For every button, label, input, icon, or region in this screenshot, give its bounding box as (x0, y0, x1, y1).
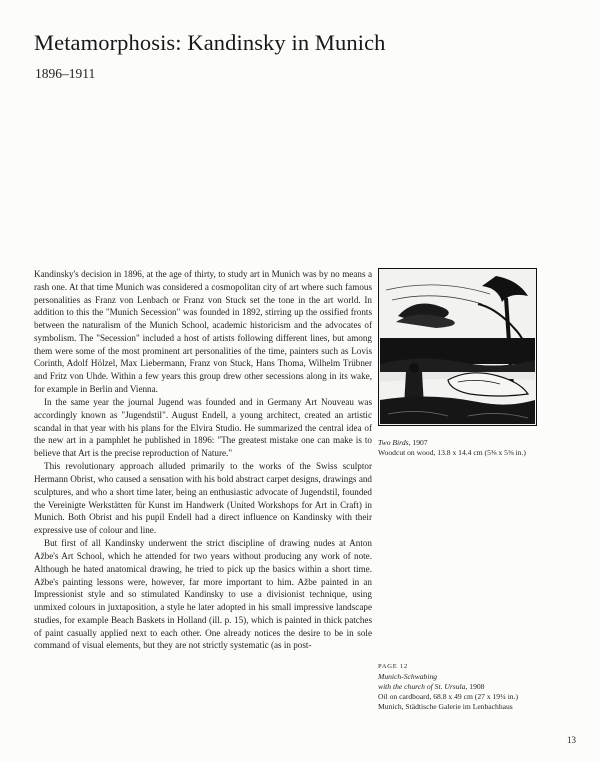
paragraph-4: But first of all Kandinsky underwent the strict discipline of drawing nudes at Anton Ažbe's Art School, which he attended for two years without producing any work of note. Although he hated anatomical drawing, he tried to pick up the basics within a short time. Ažbe's painting lessons were, however, far more important to him. Ažbe painted in an Impressionist style and so stimulated Kandinsky to use a divisionist technique, using unmixed colours in juxtaposition, a style he later adopted in his small impressive landscape studies, for example Beach Baskets in Holland (ill. p. 15), which is painted in thick patches of paint casually applied next to each other. One already notices the desire to be in sole command of visual elements, but they are not strictly systematic (as in post- (34, 538, 372, 651)
figure-caption-munich-schwabing (378, 662, 578, 712)
artwork-location: Munich, Städtische Galerie im Lenbachhaus (378, 702, 513, 711)
artwork-year-2: , 1908 (465, 682, 485, 691)
artwork-medium: Oil on cardboard, 68.8 x 49 cm (27 x 19¼ in.) (378, 692, 519, 701)
artwork-title: Two Birds (378, 438, 409, 447)
paragraph-2: In the same year the journal Jugend was founded and in Germany Art Nouveau was accordingly known as "Jugendstil". August Endell, a young architect, created an artistic scandal in that year with his plans for the Elvira Studio. He summarized the central idea of the new art in a pamphlet he published in 1896: "The greatest mistake one can make is to believe that Art is the precise reproduction of Nature." (34, 397, 372, 458)
artwork-title-2: with the church of St. Ursula (378, 682, 466, 691)
figure-caption-two-birds (378, 438, 578, 458)
page-number: 13 (567, 735, 576, 745)
caption-title-line-2 (378, 682, 578, 692)
paragraph-1: Kandinsky's decision in 1896, at the age of thirty, to study art in Munich was by no means a rash one. At that time Munich was considered a cosmopolitan city of art where such famous personalities as Franz von Lenbach or Franz von Stuck set the tone in the art world. In addition to this the "Munich Secession" was founded in 1892, stirring up the ossified fronts between the naturalism of the Munich School, academic historicism and the advocates of symbolism. The "Secession" included a host of artists following different lines, but among them were some of the most prominent art personalities of the time, painters such as Lovis Corinth, Adolf Hölzel, Max Liebermann, Franz von Stuck, Hans Thoma, Wilhelm Trübner and Fritz von Uhde. Within a few years this group drew other secessions along in its wake, for example in Berlin and Vienna. (34, 269, 372, 394)
paragraph-3: This revolutionary approach alluded primarily to the works of the Swiss sculptor Hermann Obrist, who caused a sensation with his bold abstract carpet designs, drawings and sculptures, and who a short time later, being an enthusiastic advocate of Jugendstil, founded the Vereinigte Werkstätten für Kunst im Handwerk (United Workshops for Art in Craft) in Munich. Both Obrist and his pupil Endell had a direct influence on Kandinsky with their expressive use of colour and line. (34, 461, 372, 535)
caption-title-line (378, 438, 578, 448)
artwork-year: , 1907 (408, 438, 428, 447)
page-subtitle-years: 1896–1911 (35, 66, 96, 81)
body-text (34, 268, 372, 653)
caption-title-line-1: Munich-Schwabing (378, 672, 438, 681)
caption-page-label: PAGE 12 (378, 663, 409, 670)
woodcut-two-birds-image (378, 268, 537, 426)
page-title: Metamorphosis: Kandinsky in Munich (34, 30, 386, 55)
artwork-details: Woodcut on wood, 13.8 x 14.4 cm (5⅜ x 5⅝ in.) (378, 448, 526, 457)
